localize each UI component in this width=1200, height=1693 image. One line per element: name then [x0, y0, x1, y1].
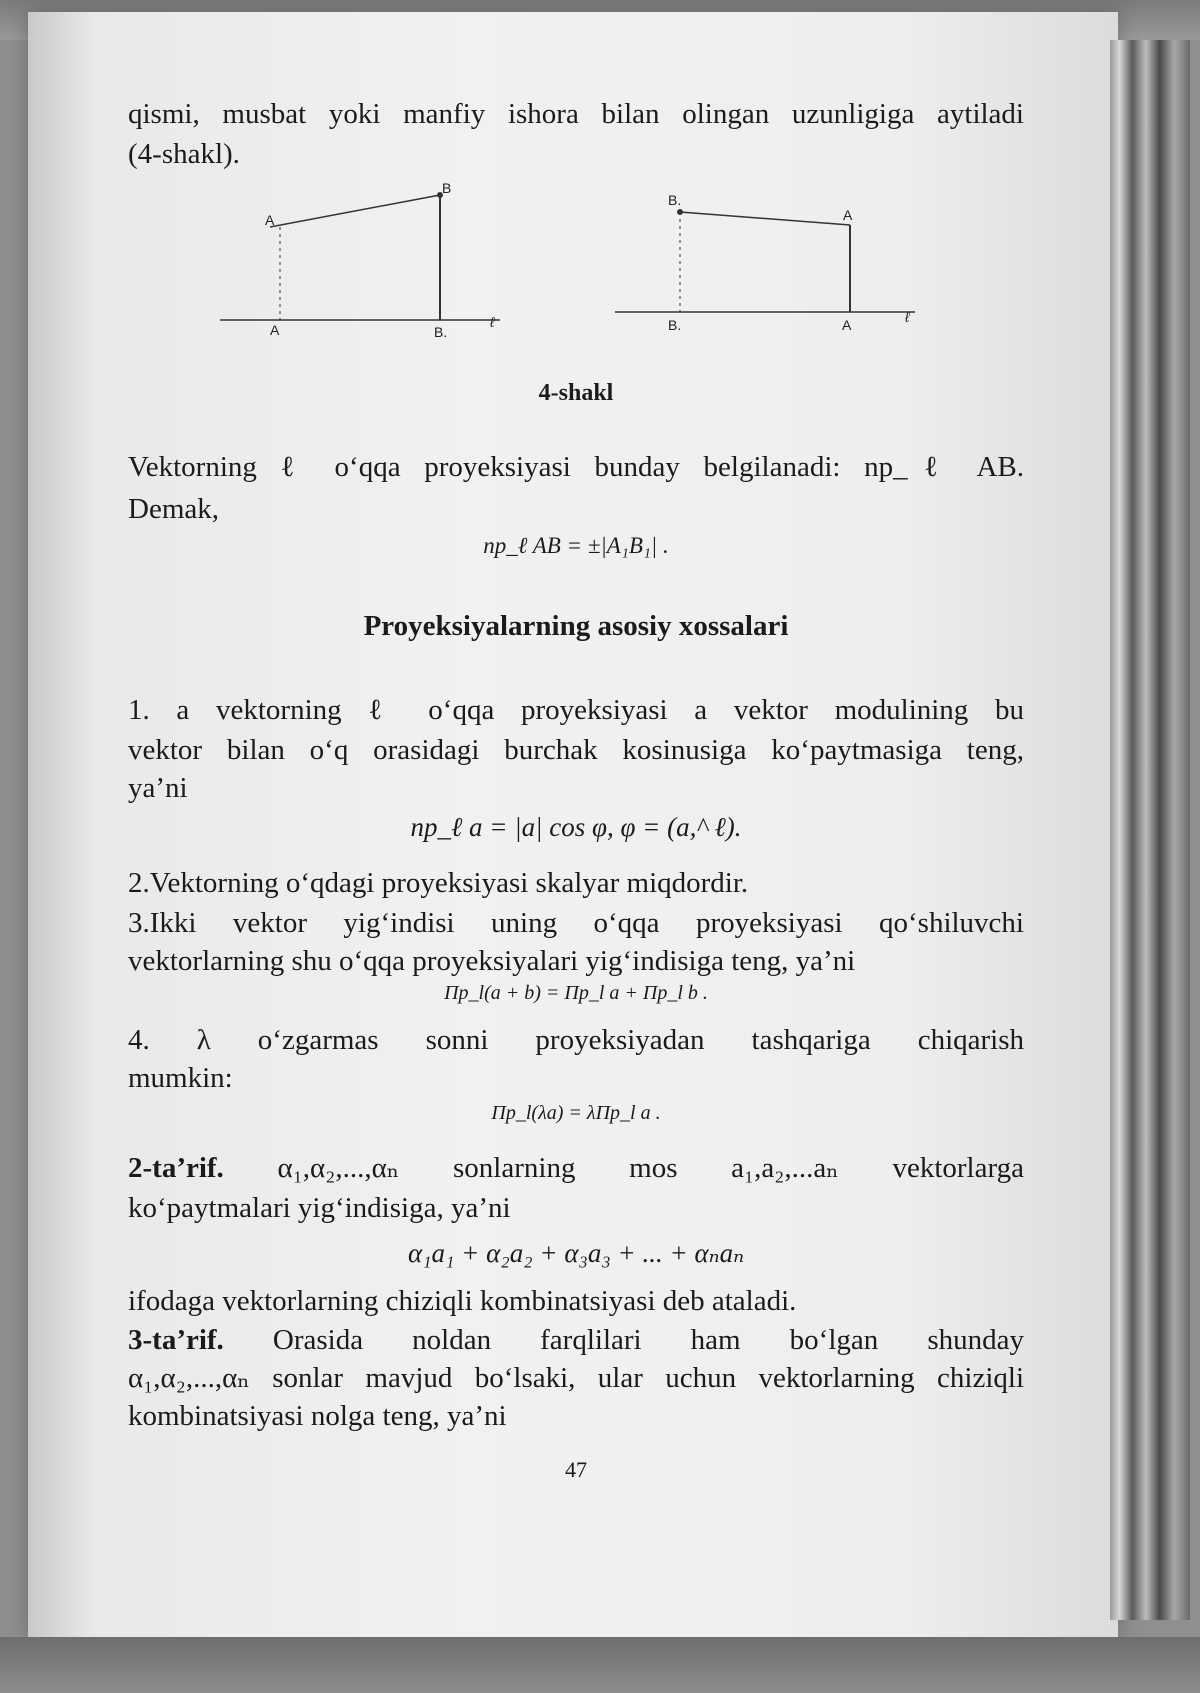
- definition-label: 3-ta’rif.: [128, 1324, 224, 1356]
- text-line: ya’ni: [128, 772, 188, 804]
- label-b-base: B.: [434, 324, 448, 340]
- definition-line: [128, 1148, 1024, 1188]
- text-line: kombinatsiyasi nolga teng, ya’ni: [128, 1400, 507, 1432]
- text-line: vektor bilan o‘q orasidagi burchak kosinusiga ko‘paytmasiga teng,: [128, 734, 1024, 766]
- point-b: [678, 210, 683, 215]
- formula: Пр_l(λa) = λПр_l a .: [491, 1102, 661, 1124]
- definition-text: Orasida noldan farqlilari ham bo‘lgan shunday: [223, 1324, 1024, 1356]
- label-a-base: A: [270, 322, 280, 338]
- text-line: (4-shakl).: [128, 138, 240, 170]
- vector-ba: [680, 212, 850, 225]
- label-b-top: B.: [668, 192, 682, 208]
- definition-text: α₁,α₂,...,αₙ sonlarning mos a₁,a₂,...aₙ vektorlarga: [223, 1152, 1024, 1184]
- figure-4-diagram: [0, 175, 1200, 355]
- text-line: ko‘paytmalari yig‘indisiga, ya’ni: [128, 1192, 511, 1224]
- text-line: Vektorning ℓ o‘qqa proyeksiyasi bunday belgilanadi: np_ℓ AB.: [128, 451, 1024, 483]
- label-b-base: B.: [668, 317, 682, 333]
- text-line: 1. a vektorning ℓ o‘qqa proyeksiyasi a vektor modulining bu: [128, 694, 1024, 726]
- text-line: 4. λ o‘zgarmas sonni proyeksiyadan tashqariga chiqarish: [128, 1024, 1024, 1056]
- vector-ab: [270, 195, 440, 227]
- text-line: Demak,: [128, 493, 219, 525]
- label-b-top: B: [442, 180, 452, 196]
- left-diagram: [220, 193, 500, 321]
- text-line: ifodaga vektorlarning chiziqli kombinatsiyasi deb ataladi.: [128, 1285, 797, 1317]
- section-heading: Proyeksiyalarning asosiy xossalari: [363, 610, 789, 642]
- label-a-top: A: [265, 212, 275, 228]
- label-a-base: A: [842, 317, 852, 333]
- formula: Пр_l(a + b) = Пр_l a + Пр_l b .: [444, 982, 708, 1004]
- definition-label: 2-ta’rif.: [128, 1152, 224, 1184]
- text-line: vektorlarning shu o‘qqa proyeksiyalari yig‘indisiga teng, ya’ni: [128, 945, 856, 977]
- page-number: 47: [565, 1457, 587, 1482]
- text-line: 3.Ikki vektor yig‘indisi uning o‘qqa proyeksiyasi qo‘shiluvchi: [128, 907, 1024, 939]
- formula: np_ℓ AB = ±|A₁B₁| .: [483, 533, 669, 558]
- label-axis: ℓ: [490, 314, 495, 330]
- text-line: α₁,α₂,...,αₙ sonlar mavjud bo‘lsaki, ular uchun vektorlarning chiziqli: [128, 1362, 1024, 1394]
- figure-caption: 4-shakl: [538, 380, 614, 406]
- formula: np_ℓ a = |a| cos φ, φ = (a,^ ℓ).: [410, 812, 742, 842]
- text-line: 2.Vektorning o‘qdagi proyeksiyasi skalyar miqdordir.: [128, 867, 749, 899]
- text-line: qismi, musbat yoki manfiy ishora bilan olingan uzunligiga aytiladi: [128, 98, 1024, 130]
- scan-bottom-shadow: [0, 1637, 1200, 1693]
- right-diagram: [615, 210, 915, 313]
- definition-line: [128, 1320, 1024, 1360]
- label-a-top: A: [843, 207, 853, 223]
- text-line: mumkin:: [128, 1062, 233, 1094]
- formula: α₁a₁ + α₂a₂ + α₃a₃ + ... + αₙaₙ: [407, 1238, 745, 1268]
- label-axis: ℓ: [905, 309, 910, 325]
